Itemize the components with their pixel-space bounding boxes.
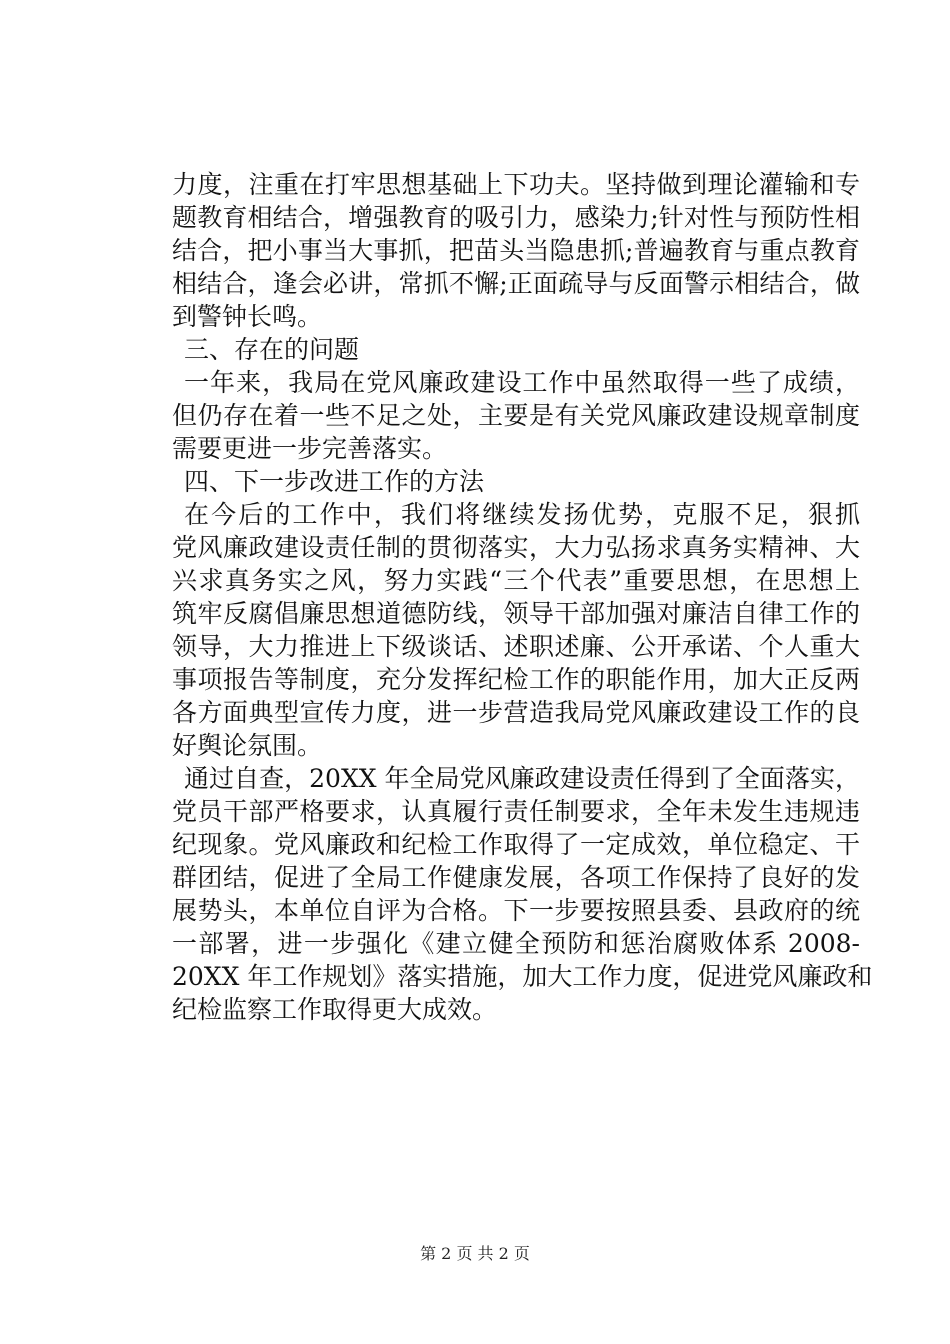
- document-body: [172, 168, 873, 1026]
- paragraph-line: 兴求真务实之风，努力实践“三个代表”重要思想，在思想上: [172, 566, 860, 595]
- paragraph-line: 一年来，我局在党风廉政建设工作中虽然取得一些了成绩，: [184, 368, 860, 397]
- paragraph-line: 党员干部严格要求，认真履行责任制要求，全年未发生违规违: [172, 797, 860, 826]
- paragraph-line: 事项报告等制度，充分发挥纪检工作的职能作用，加大正反两: [172, 665, 860, 694]
- paragraph-line: 相结合，逢会必讲，常抓不懈;正面疏导与反面警示相结合，做: [172, 269, 860, 298]
- paragraph-line: 一部署，进一步强化《建立健全预防和惩治腐败体系 2008-: [172, 929, 860, 958]
- paragraph-line: 各方面典型宣传力度，进一步营造我局党风廉政建设工作的良: [172, 698, 860, 727]
- paragraph-line: 筑牢反腐倡廉思想道德防线，领导干部加强对廉洁自律工作的: [172, 599, 860, 628]
- paragraph-line: 党风廉政建设责任制的贯彻落实，大力弘扬求真务实精神、大: [172, 533, 860, 562]
- paragraph-line: 纪检监察工作取得更大成效。: [172, 995, 498, 1024]
- paragraph-line: 力度，注重在打牢思想基础上下功夫。坚持做到理论灌输和专: [172, 170, 860, 199]
- paragraph-line: 在今后的工作中，我们将继续发扬优势，克服不足，狠抓: [184, 500, 860, 529]
- section-heading: 四、下一步改进工作的方法: [184, 467, 485, 496]
- paragraph-line: 纪现象。党风廉政和纪检工作取得了一定成效，单位稳定、干: [172, 830, 860, 859]
- paragraph-line: 但仍存在着一些不足之处，主要是有关党风廉政建设规章制度: [172, 401, 860, 430]
- paragraph-line: 20XX 年工作规划》落实措施，加大工作力度，促进党风廉政和: [172, 962, 873, 991]
- paragraph-line: 群团结，促进了全局工作健康发展，各项工作保持了良好的发: [172, 863, 860, 892]
- paragraph-line: 题教育相结合，增强教育的吸引力，感染力;针对性与预防性相: [172, 203, 860, 232]
- paragraph-line: 展势头，本单位自评为合格。下一步要按照县委、县政府的统: [172, 896, 860, 925]
- paragraph-line: 好舆论氛围。: [172, 731, 323, 760]
- paragraph-line: 需要更进一步完善落实。: [172, 434, 448, 463]
- paragraph-line: 领导，大力推进上下级谈话、述职述廉、公开承诺、个人重大: [172, 632, 860, 661]
- page-footer: 第 2 页 共 2 页: [420, 1244, 530, 1263]
- paragraph-line: 通过自查，20XX 年全局党风廉政建设责任得到了全面落实，: [184, 764, 860, 793]
- section-heading: 三、存在的问题: [184, 335, 360, 364]
- paragraph-line: 结合，把小事当大事抓，把苗头当隐患抓;普遍教育与重点教育: [172, 236, 860, 265]
- paragraph-line: 到警钟长鸣。: [172, 302, 323, 331]
